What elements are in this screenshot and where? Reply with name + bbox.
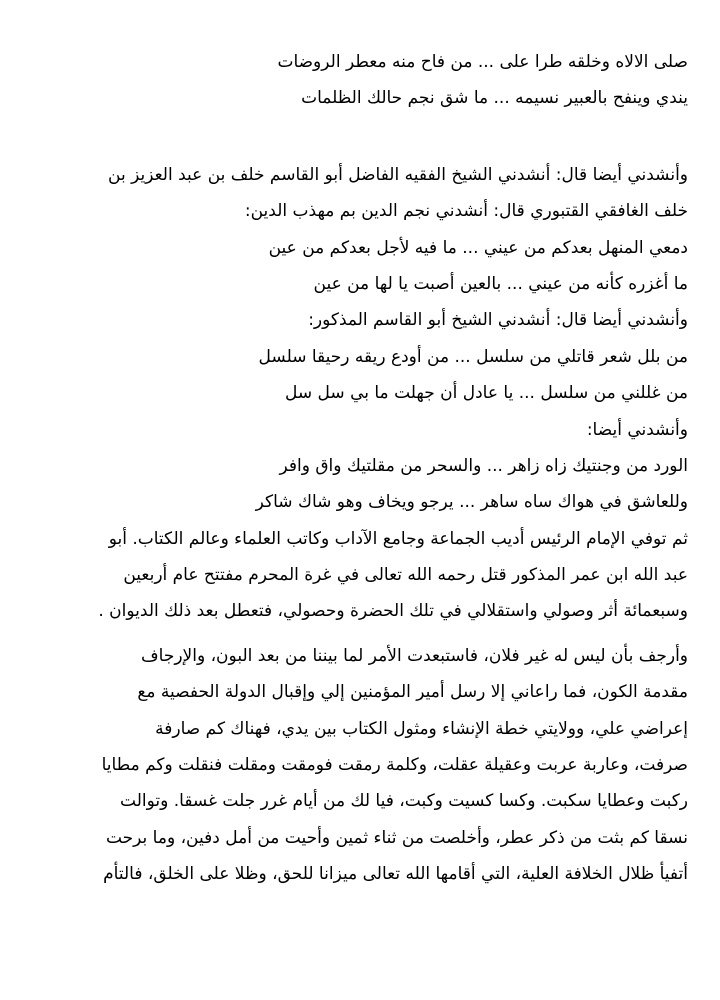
blank-gap	[58, 117, 688, 157]
text-line: الورد من وجنتيك زاه زاهر ... والسحر من مقلتيك واق وافر	[279, 455, 688, 476]
text-line: ثم توفي الإمام الرئيس أديب الجماعة وجامع الآداب وكاتب العلماء وعالم الكتاب. أبو	[108, 528, 688, 549]
text-line: وللعاشق في هواك ساه ساهر ... يرجو ويخاف وهو شاك شاكر	[255, 492, 688, 513]
document-page	[58, 44, 688, 893]
text-line: يندي وينفح بالعبير نسيمه ... ما شق نجم حالك الظلمات	[301, 88, 688, 109]
text-line: إعراضي علي، وولايتي خطة الإنشاء ومثول الكتاب بين يدي، فهناك كم صارفة	[155, 718, 688, 739]
text-line: صلى الالاه وخلقه طرا على ... من فاح منه معطر الروضات	[277, 52, 688, 72]
text-line: ما أغزره كأنه من عيني ... بالعين أصبت يا لها من عين	[313, 273, 688, 294]
text-line: نسقا كم بثت من ذكر عطر، وأخلصت من ثناء ثمين وأحيت من أمل دفين، وما برحت	[105, 827, 688, 848]
text-line: وأنشدني أيضا:	[586, 419, 688, 440]
text-block-2	[58, 157, 688, 630]
text-line: وأنشدني أيضا قال: أنشدني الشيخ أبو القاسم المذكور:	[308, 310, 688, 331]
text-line: خلف الغافقي القتبوري قال: أنشدني نجم الدين بم مهذب الدين:	[244, 201, 688, 222]
text-line: وأرجف بأن ليس له غير فلان، فاستبعدت الأمر لما بيننا من بعد البون، والإرجاف	[141, 645, 688, 666]
text-block-3	[58, 638, 688, 893]
text-line: أتفيأ ظلال الخلافة العلية، التي أقامها الله تعالى ميزانا للحق، وظلا على الخلق، فالتأم	[103, 864, 688, 885]
text-line: من بلل شعر قاتلي من سلسل ... من أودع ريقه رحيقا سلسل	[258, 346, 688, 367]
text-line: صرفت، وعاربة عربت وعقيلة عقلت، وكلمة رمقت فومقت ومقلت فنقلت وكم مطايا	[101, 755, 688, 776]
text-line: مقدمة الكون، فما راعاني إلا رسل أمير المؤمنين إلي وإقبال الدولة الحفصية مع	[137, 682, 688, 703]
text-line: ركبت وعطايا سكبت. وكسا كسيت وكبت، فيا لك من أيام غرر جلت غسقا. وتوالت	[120, 791, 688, 812]
poem-block-1	[58, 44, 688, 117]
text-line: عبد الله ابن عمر المذكور قتل رحمه الله تعالى في غرة المحرم مفتتح عام أربعين	[123, 565, 688, 586]
text-line: دمعي المنهل بعدكم من عيني ... ما فيه لأجل بعدكم من عين	[268, 237, 688, 258]
text-line: من غللني من سلسل ... يا عادل أن جهلت ما بي سل سل	[285, 383, 688, 404]
text-line: وأنشدني أيضا قال: أنشدني الشيخ الفقيه الفاضل أبو القاسم خلف بن عبد العزيز بن	[108, 164, 688, 185]
text-line: وسبعمائة أثر وصولي واستقلالي في تلك الحضرة وحصولي، فتعطل بعد ذلك الديوان .	[98, 601, 688, 622]
blank-gap	[58, 630, 688, 638]
